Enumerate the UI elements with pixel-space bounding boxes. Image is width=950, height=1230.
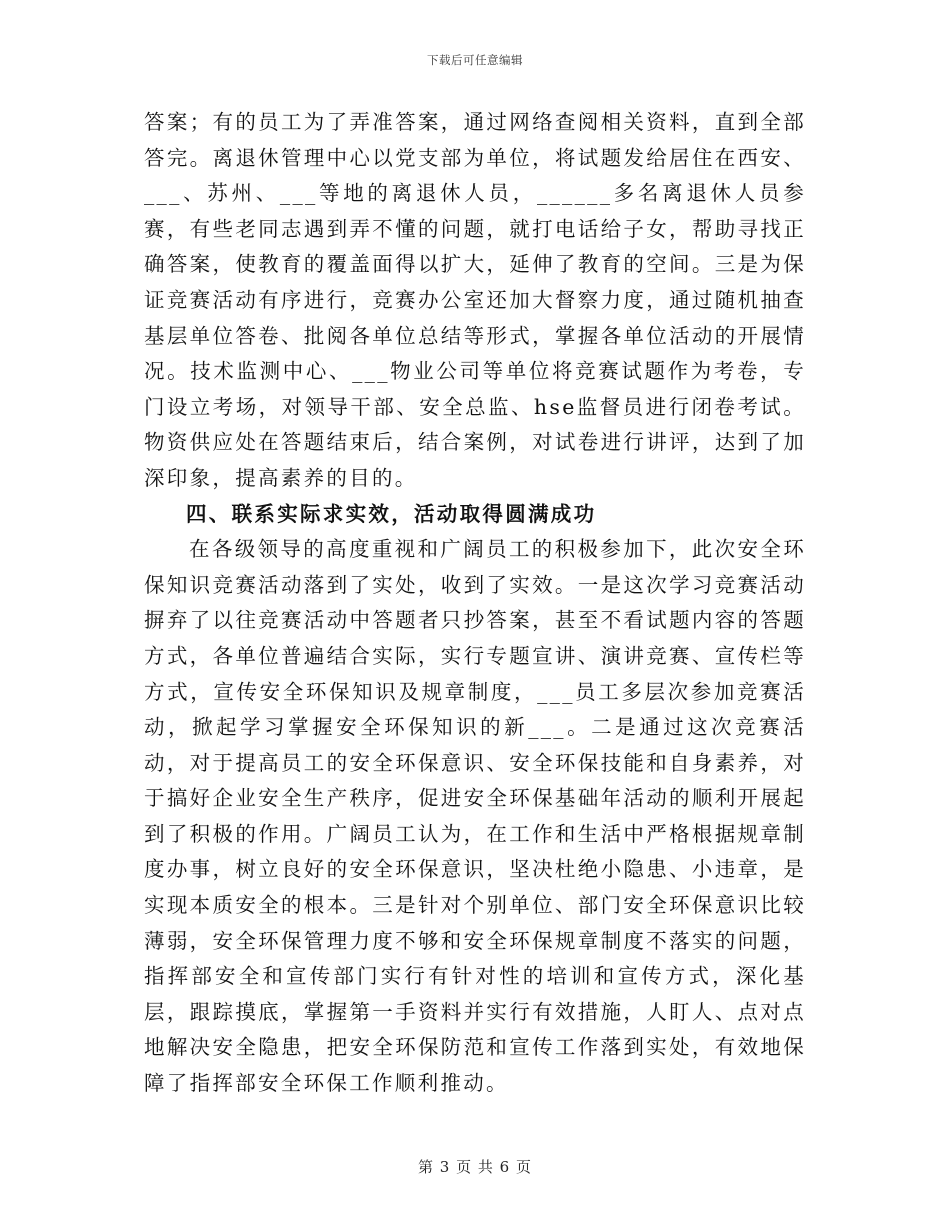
document-body <box>144 105 806 1102</box>
page-header-note: 下载后可任意编辑 <box>427 53 523 67</box>
section-heading: 四、联系实际求实效，活动取得圆满成功 <box>186 501 597 526</box>
body-paragraph-section: 在各级领导的高度重视和广阔员工的积极参加下，此次安全环保知识竞赛活动落到了实处，收到了实效。一是这次学习竞赛活动摒弃了以往竞赛活动中答题者只抄答案，甚至不看试题内容的答题方式，各单位普遍结合实际，实行专题宣讲、演讲竞赛、宣传栏等方式，宣传安全环保知识及规章制度，___员工多层次参加竞赛活动，掀起学习掌握安全环保知识的新___。二是通过这次竞赛活动，对于提高员工的安全环保意识、安全环保技能和自身素养，对于搞好企业安全生产秩序，促进安全环保基础年活动的顺利开展起到了积极的作用。广阔员工认为，在工作和生活中严格根据规章制度办事，树立良好的安全环保意识，坚决杜绝小隐患、小违章，是实现本质安全的根本。三是针对个别单位、部门安全环保意识比较薄弱，安全环保管理力度不够和安全环保规章制度不落实的问题，指挥部安全和宣传部门实行有针对性的培训和宣传方式，深化基层，跟踪摸底，掌握第一手资料并实行有效措施，人盯人、点对点地解决安全隐患，把安全环保防范和宣传工作落到实处，有效地保障了指挥部安全环保工作顺利推动。 <box>144 537 806 1096</box>
page-number: 第 3 页 共 6 页 <box>418 1158 532 1176</box>
body-paragraph-continued: 答案；有的员工为了弄准答案，通过网络查阅相关资料，直到全部答完。离退休管理中心以党支部为单位，将试题发给居住在西安、___、苏州、___等地的离退休人员，______多名离退休人员参赛，有些老同志遇到弄不懂的问题，就打电话给子女，帮助寻找正确答案，使教育的覆盖面得以扩大，延伸了教育的空间。三是为保证竞赛活动有序进行，竞赛办公室还加大督察力度，通过随机抽查基层单位答卷、批阅各单位总结等形式，掌握各单位活动的开展情况。技术监测中心、___物业公司等单位将竞赛试题作为考卷，专门设立考场，对领导干部、安全总监、hse监督员进行闭卷考试。物资供应处在答题结束后，结合案例，对试卷进行讲评，达到了加深印象，提高素养的目的。 <box>144 110 806 490</box>
